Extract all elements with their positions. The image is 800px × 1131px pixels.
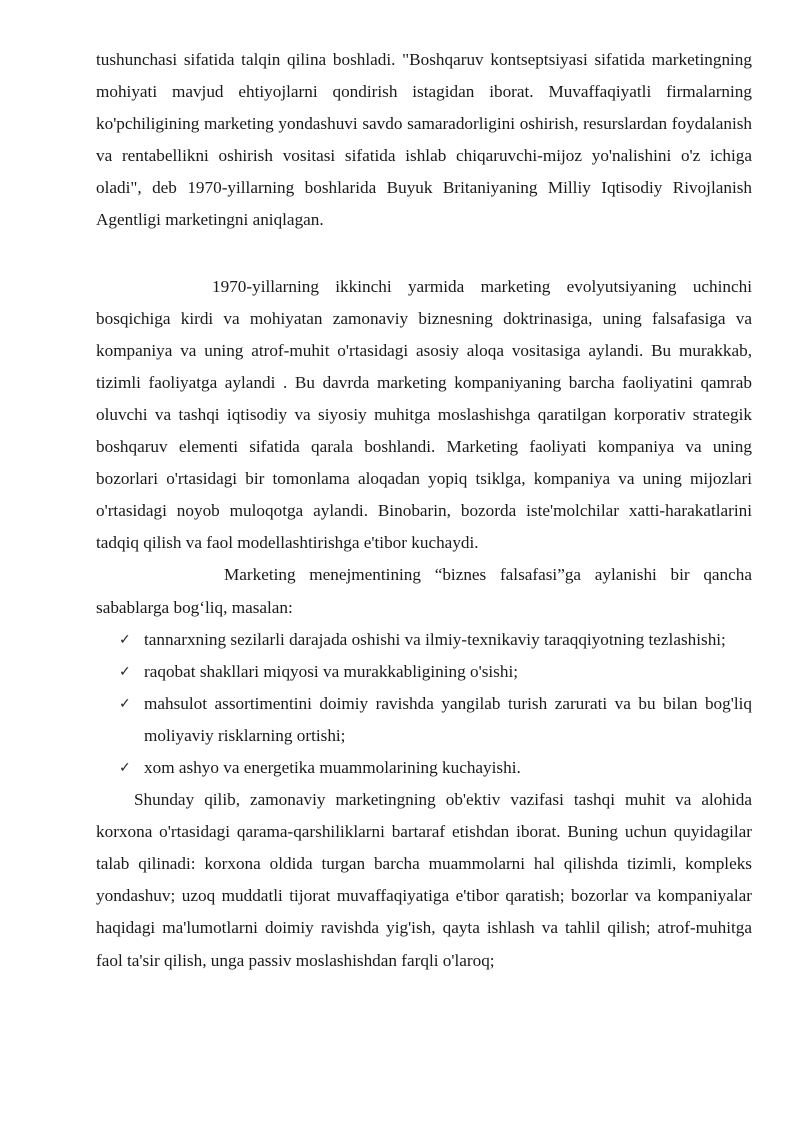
paragraph-definition: tushunchasi sifatida talqin qilina boshladi. "Boshqaruv kontseptsiyasi sifatida marketingning mohiyati mavjud ehtiyojlarni qondirish istagidan iborat. Muvaffaqiyatli firmalarning ko'pchiligining marketing yondashuvi savdo samaradorligini oshirish, resurslardan foydalanish va rentabellikni oshirish vositasi sifatida ishlab chiqaruvchi-mijoz yo'nalishini o'z ichiga oladi", deb 1970-yillarning boshlarida Buyuk Britaniyaning Milliy Iqtisodiy Rivojlanish Agentligi marketingni aniqlagan.: [96, 50, 752, 230]
paragraph-conclusion: Shunday qilib, zamonaviy marketingning ob'ektiv vazifasi tashqi muhit va alohida korxona o'rtasidagi qarama-qarshiliklarni bartaraf etishdan iborat. Buning uchun quyidagilar talab qilinadi: korxona oldida turgan barcha muammolarni hal qilishda tizimli, kompleks yondashuv; uzoq muddatli tijorat muvaffaqiyatiga e'tibor qaratish; bozorlar va kompaniyalar haqidagi ma'lumotlarni doimiy ravishda yig'ish, qayta ishlash va tahlil qilish; atrof-muhitga faol ta'sir qilish, unga passiv moslashishdan farqli o'laroq;: [96, 790, 752, 970]
list-item: [96, 752, 752, 784]
list-item: [96, 624, 752, 656]
list-item: [96, 656, 752, 688]
document-page: [96, 44, 752, 977]
checkmark-icon: ✓: [119, 631, 131, 648]
list-item-text: tannarxning sezilarli darajada oshishi va ilmiy-texnikaviy taraqqiyotning tezlashishi;: [144, 629, 726, 649]
list-item: [96, 688, 752, 752]
checkmark-icon: ✓: [119, 759, 131, 776]
paragraph-reasons-intro: Marketing menejmentining “biznes falsafasi”ga aylanishi bir qancha sabablarga bog‘liq, masalan:: [96, 565, 752, 617]
list-item-text: xom ashyo va energetika muammolarining kuchayishi.: [144, 757, 521, 777]
reasons-list: [96, 624, 752, 784]
list-item-text: raqobat shakllari miqyosi va murakkabligining o'sishi;: [144, 661, 519, 681]
paragraph-evolution: 1970-yillarning ikkinchi yarmida marketing evolyutsiyaning uchinchi bosqichiga kirdi va mohiyatan zamonaviy biznesning doktrinasiga, uning falsafasiga va kompaniya va uning atrof-muhit o'rtasidagi asosiy aloqa vositasiga aylandi. Bu murakkab, tizimli faoliyatga aylandi . Bu davrda marketing kompaniyaning barcha faoliyatini qamrab oluvchi va tashqi iqtisodiy va siyosiy muhitga moslashishga qaratilgan korporativ strategik boshqaruv elementi sifatida qarala boshlandi. Marketing faoliyati kompaniya va uning bozorlari o'rtasidagi bir tomonlama aloqadan yopiq tsiklga, kompaniya va uning mijozlari o'rtasidagi noyob muloqotga aylandi. Binobarin, bozorda iste'molchilar xatti-harakatlarini tadqiq qilish va faol modellashtirishga e'tibor kuchaydi.: [96, 276, 752, 553]
checkmark-icon: ✓: [119, 663, 131, 680]
list-item-text: mahsulot assortimentini doimiy ravishda yangilab turish zarurati va bu bilan bog'liq moliyaviy risklarning ortishi;: [144, 693, 752, 745]
paragraph-gap: [96, 237, 752, 271]
checkmark-icon: ✓: [119, 695, 131, 712]
